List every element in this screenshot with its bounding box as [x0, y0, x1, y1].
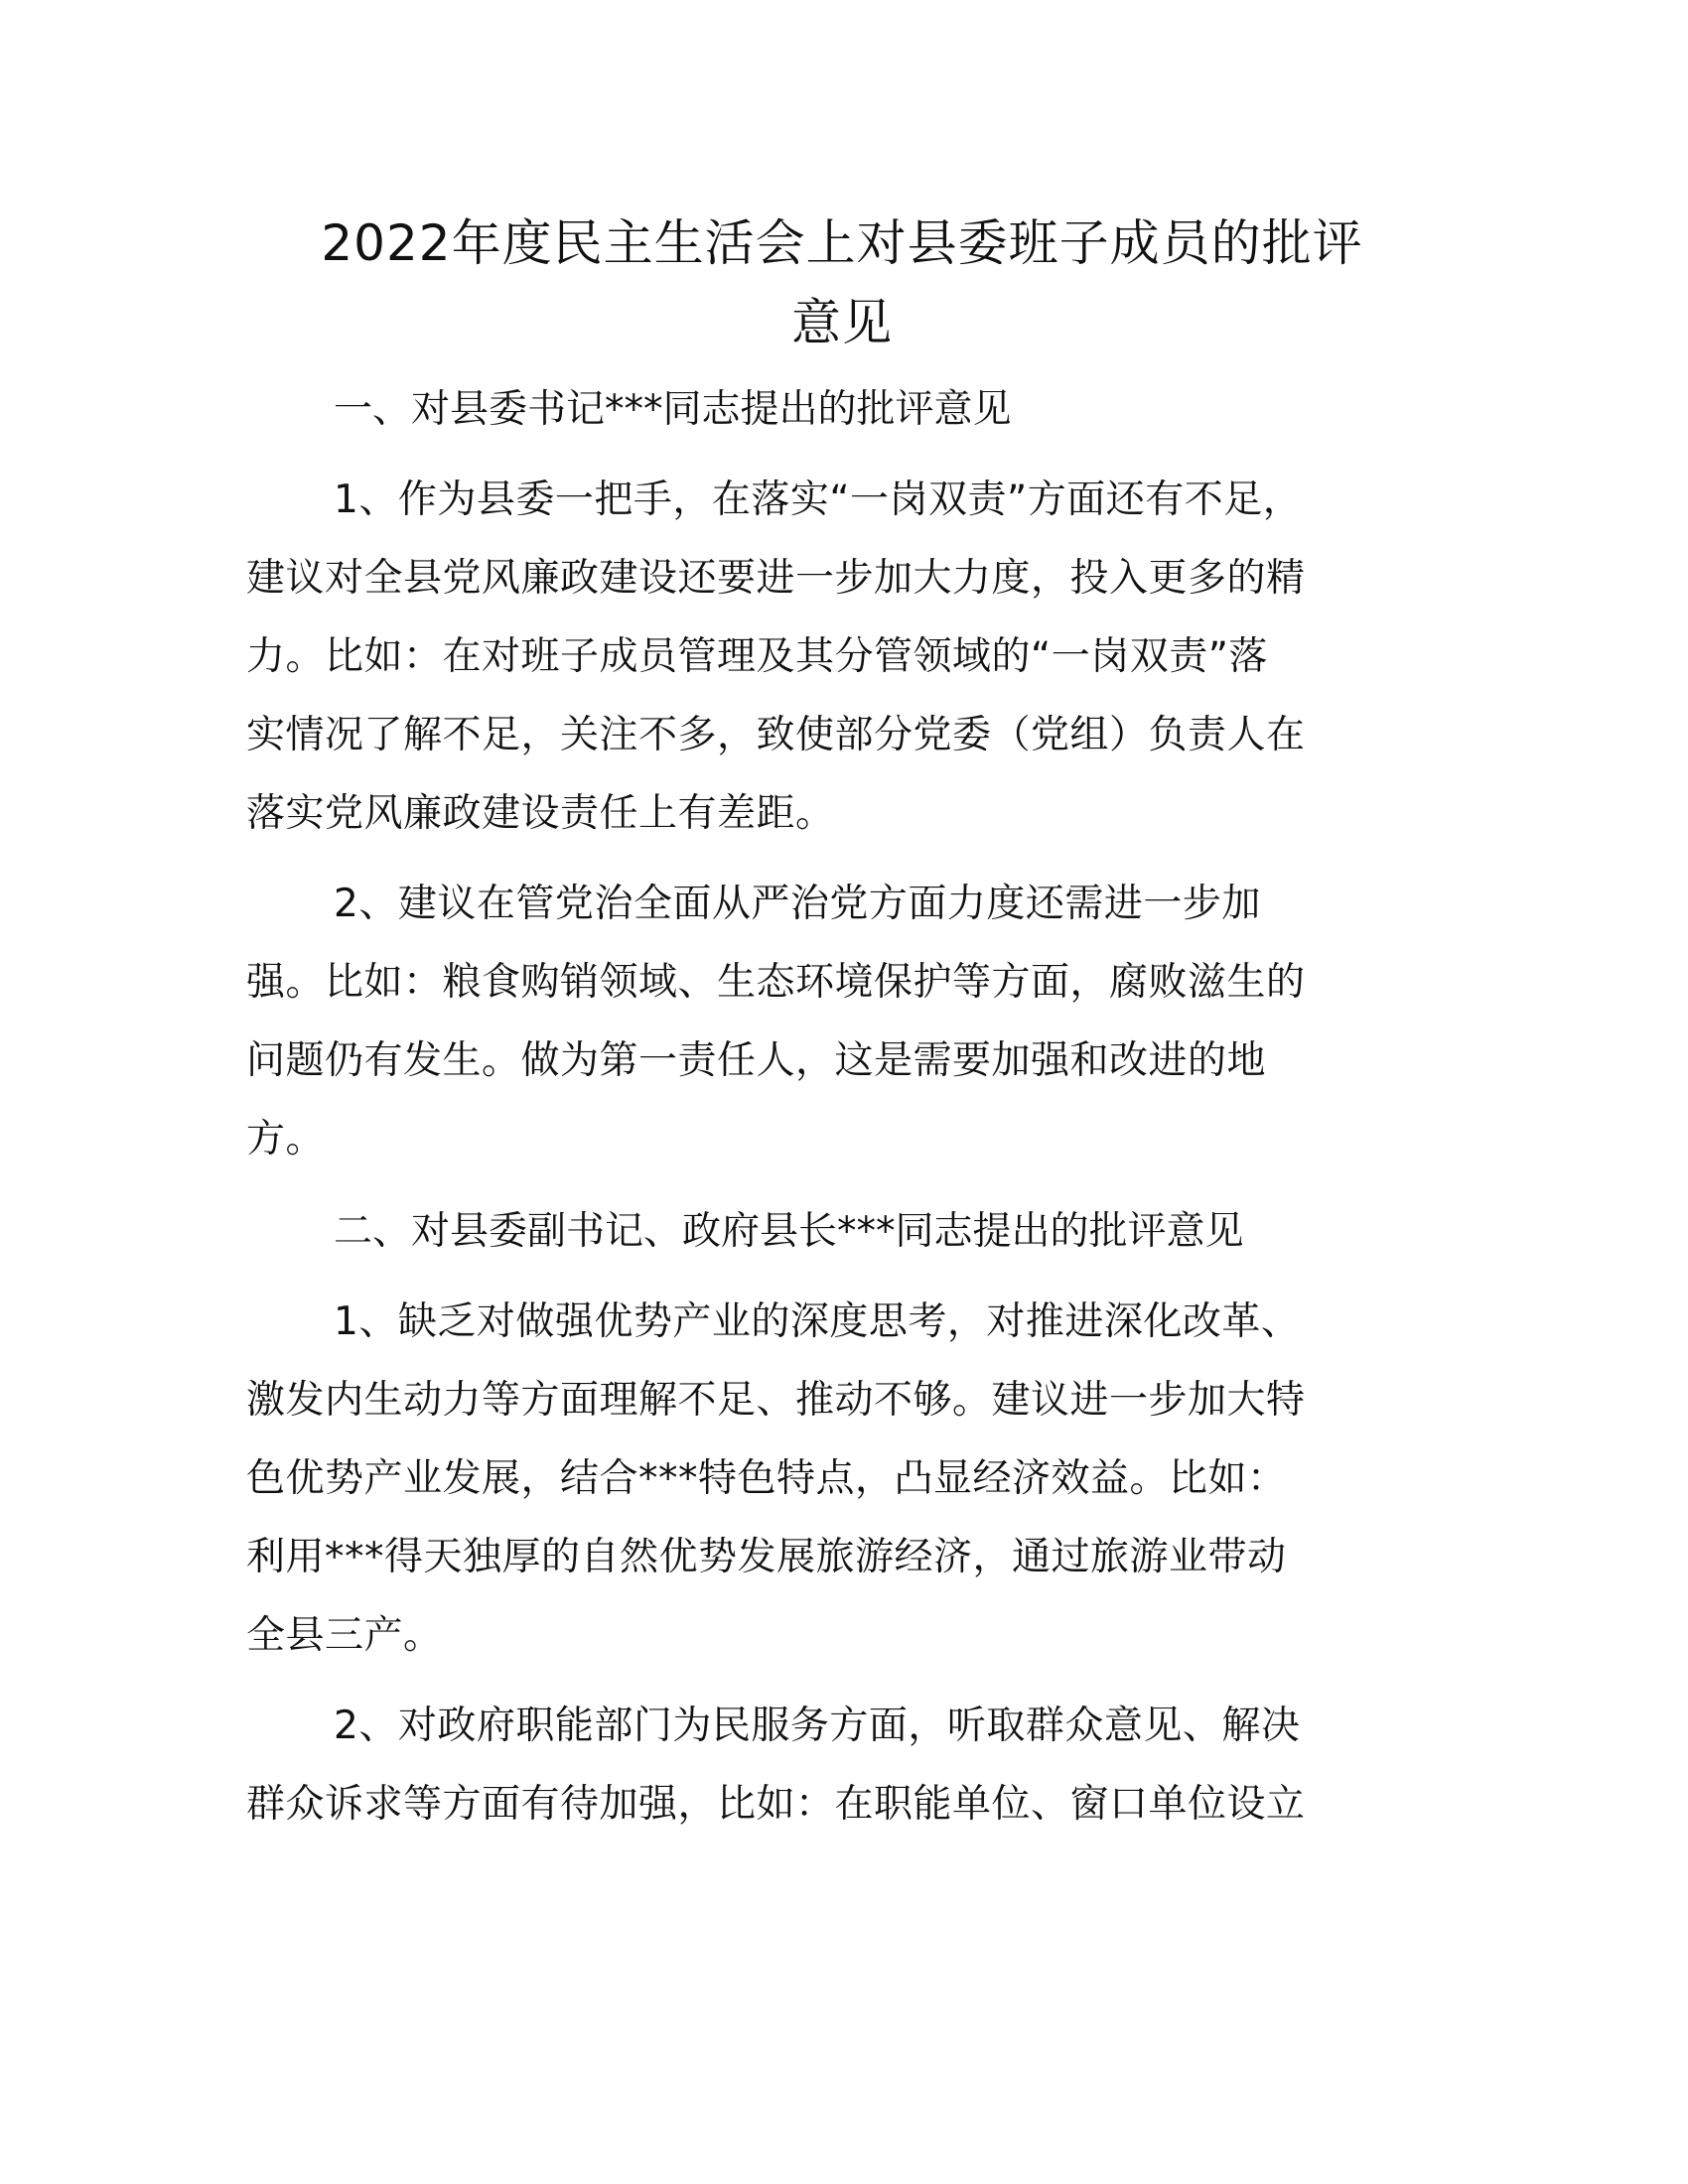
text-line: 力。比如：在对班子成员管理及其分管领域的“一岗双责”落: [246, 634, 1268, 679]
text-line: 1、缺乏对做强优势产业的深度思考，对推进深化改革、: [334, 1299, 1301, 1344]
paragraph-2-2: [246, 1687, 1438, 1843]
text-line: 色优势产业发展，结合***特色特点，凸显经济效益。比如：: [246, 1456, 1287, 1501]
document-title: [246, 204, 1438, 362]
paragraph-2-1: [246, 1283, 1438, 1675]
document-page: [246, 204, 1438, 1843]
text-line: 实情况了解不足，关注不多，致使部分党委（党组）负责人在: [246, 713, 1306, 757]
text-line: 利用***得天独厚的自然优势发展旅游经济，通过旅游业带动: [246, 1535, 1287, 1579]
text-line: 1、作为县委一把手，在落实“一岗双责”方面还有不足，: [334, 478, 1303, 522]
text-line: 落实党风廉政建设责任上有差距。: [246, 791, 835, 836]
text-line: 强。比如：粮食购销领域、生态环境保护等方面，腐败滋生的: [246, 960, 1306, 1005]
text-line: 方。: [246, 1117, 326, 1161]
text-line: 问题仍有发生。做为第一责任人，这是需要加强和改进的地: [246, 1038, 1267, 1083]
text-line: 群众诉求等方面有待加强，比如：在职能单位、窗口单位设立: [246, 1782, 1306, 1827]
section-heading-1: 一、对县委书记***同志提出的批评意见: [334, 387, 1012, 432]
text-line: 2、建议在管党治全面从严治党方面力度还需进一步加: [334, 882, 1261, 926]
text-line: 激发内生动力等方面理解不足、推动不够。建议进一步加大特: [246, 1378, 1306, 1423]
section-heading-2: 二、对县委副书记、政府县长***同志提出的批评意见: [334, 1209, 1244, 1254]
paragraph-1-2: [246, 865, 1438, 1178]
text-line: 建议对全县党风廉政建设还要进一步加大力度，投入更多的精: [246, 556, 1306, 601]
title-line: 2022年度民主生活会上对县委班子成员的批评: [321, 214, 1363, 272]
title-line: 意见: [791, 294, 893, 351]
text-line: 全县三产。: [246, 1613, 443, 1658]
text-line: 2、对政府职能部门为民服务方面，听取群众意见、解决: [334, 1704, 1301, 1748]
paragraph-1-1: [246, 461, 1438, 853]
